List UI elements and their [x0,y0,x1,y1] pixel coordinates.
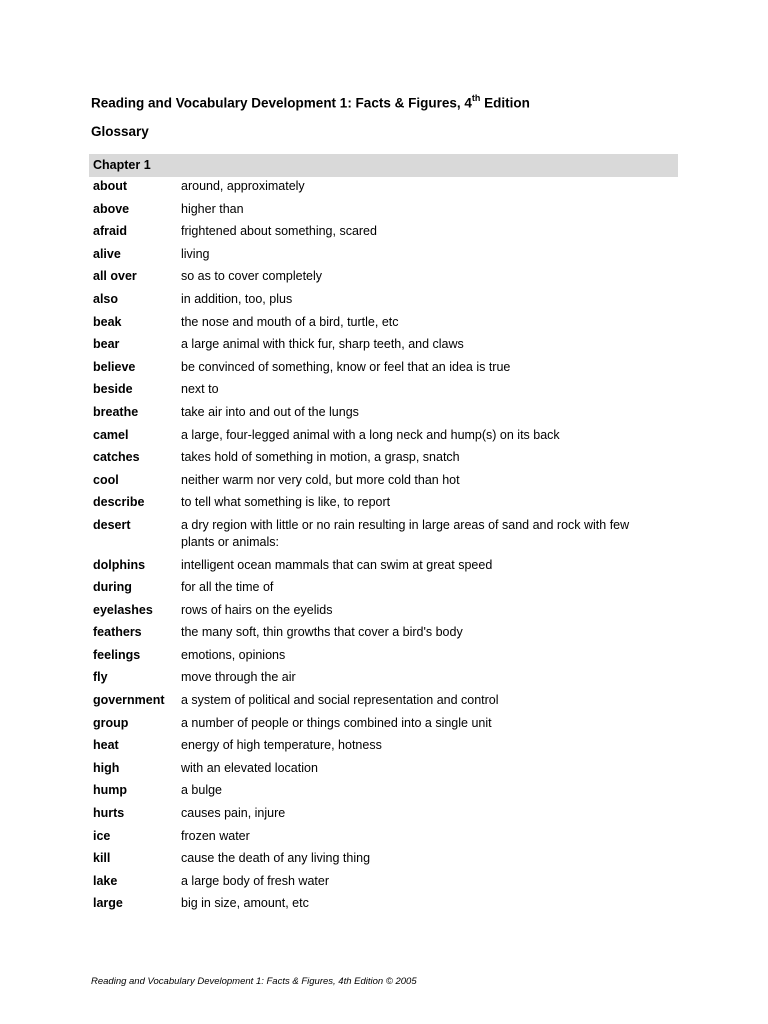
glossary-definition: energy of high temperature, hotness [181,738,382,753]
glossary-term: group [93,715,129,730]
glossary-term: heat [93,738,119,753]
chapter-header [89,154,678,177]
glossary-term: feelings [93,647,141,662]
glossary-entry [93,381,653,404]
glossary-term: hurts [93,806,125,821]
glossary-definition: in addition, too, plus [181,291,293,306]
page-title-end: Edition [480,95,530,111]
glossary-term: feathers [93,625,142,640]
page-title [91,94,530,111]
glossary-entry [93,873,653,896]
glossary-definition: so as to cover completely [181,269,323,284]
glossary-definition: next to [181,382,219,397]
glossary-definition: emotions, opinions [181,647,286,662]
glossary-term: desert [93,517,131,532]
glossary-term: cool [93,472,119,487]
glossary-term: catches [93,450,140,465]
glossary-definition: the many soft, thin growths that cover a bird's body [181,625,463,640]
glossary-definition: a large animal with thick fur, sharp teeth, and claws [181,337,464,352]
glossary-entry [93,336,653,359]
glossary-definition: with an elevated location [181,760,318,775]
glossary-entry [93,291,653,314]
page-footer: Reading and Vocabulary Development 1: Facts & Figures, 4th Edition © 2005 [91,976,417,987]
glossary-term: dolphins [93,557,146,572]
glossary-entry [93,427,653,450]
glossary-definition: neither warm nor very cold, but more cold than hot [181,472,460,487]
glossary-entry [93,404,653,427]
glossary-term: hump [93,783,128,798]
glossary-definition: a number of people or things combined into a single unit [181,715,492,730]
glossary-entry [93,647,653,670]
glossary-entry [93,782,653,805]
glossary-entry [93,449,653,472]
glossary-term: fly [93,670,108,685]
glossary-term: eyelashes [93,602,153,617]
glossary-term: camel [93,427,129,442]
glossary-term: ice [93,828,111,843]
glossary-heading: Glossary [91,124,149,139]
glossary-definition: for all the time of [181,580,274,595]
glossary-entry [93,201,653,224]
glossary-term: high [93,760,120,775]
glossary-term: above [93,201,130,216]
page-title-main: Reading and Vocabulary Development 1: Facts & Figures, 4 [91,95,472,111]
glossary-entry [93,669,653,692]
glossary-definition: takes hold of something in motion, a grasp, snatch [181,450,460,465]
glossary-definition: living [181,246,210,261]
glossary-entry [93,314,653,337]
glossary-definition: move through the air [181,670,296,685]
glossary-term: beak [93,314,122,329]
glossary-entry [93,602,653,625]
glossary-entry [93,805,653,828]
glossary-list [93,178,653,918]
glossary-definition: a large body of fresh water [181,873,329,888]
glossary-term: large [93,896,123,911]
glossary-entry [93,850,653,873]
glossary-entry [93,624,653,647]
glossary-definition: be convinced of something, know or feel that an idea is true [181,359,511,374]
glossary-term: breathe [93,404,139,419]
glossary-entry [93,828,653,851]
chapter-label: Chapter 1 [93,158,151,172]
glossary-definition: rows of hairs on the eyelids [181,602,333,617]
glossary-term: alive [93,246,121,261]
glossary-definition: cause the death of any living thing [181,851,371,866]
glossary-entry [93,692,653,715]
glossary-definition: big in size, amount, etc [181,896,309,911]
glossary-entry [93,760,653,783]
glossary-entry [93,517,653,557]
glossary-entry [93,737,653,760]
glossary-definition: frozen water [181,828,250,843]
glossary-term: about [93,179,128,193]
glossary-term: bear [93,337,120,352]
glossary-definition: around, approximately [181,179,305,193]
glossary-term: during [93,580,132,595]
glossary-definition: a large, four-legged animal with a long neck and hump(s) on its back [181,427,560,442]
glossary-term: afraid [93,224,128,239]
glossary-entry [93,557,653,580]
glossary-definition: frightened about something, scared [181,224,377,239]
glossary-definition: to tell what something is like, to report [181,495,391,510]
glossary-entry [93,246,653,269]
glossary-entry [93,895,653,918]
glossary-entry [93,715,653,738]
glossary-entry [93,223,653,246]
glossary-entry [93,268,653,291]
page-title-superscript: th [471,93,481,103]
glossary-term: government [93,693,165,708]
glossary-definition: a system of political and social representation and control [181,693,499,708]
glossary-entry [93,472,653,495]
glossary-term: lake [93,873,118,888]
glossary-term: believe [93,359,136,374]
glossary-term: beside [93,382,133,397]
glossary-definition: a dry region with little or no rain resulting in large areas of sand and rock with few plants or animals: [181,517,630,549]
glossary-term: kill [93,851,111,866]
glossary-term: describe [93,495,145,510]
glossary-entry [93,178,653,201]
glossary-definition: intelligent ocean mammals that can swim at great speed [181,557,493,572]
glossary-term: all over [93,269,137,284]
glossary-term: also [93,291,119,306]
glossary-entry [93,494,653,517]
glossary-definition: higher than [181,201,244,216]
glossary-entry [93,579,653,602]
glossary-definition: take air into and out of the lungs [181,404,359,419]
glossary-entry [93,359,653,382]
glossary-definition: a bulge [181,783,223,798]
glossary-definition: the nose and mouth of a bird, turtle, etc [181,314,399,329]
glossary-definition: causes pain, injure [181,806,286,821]
